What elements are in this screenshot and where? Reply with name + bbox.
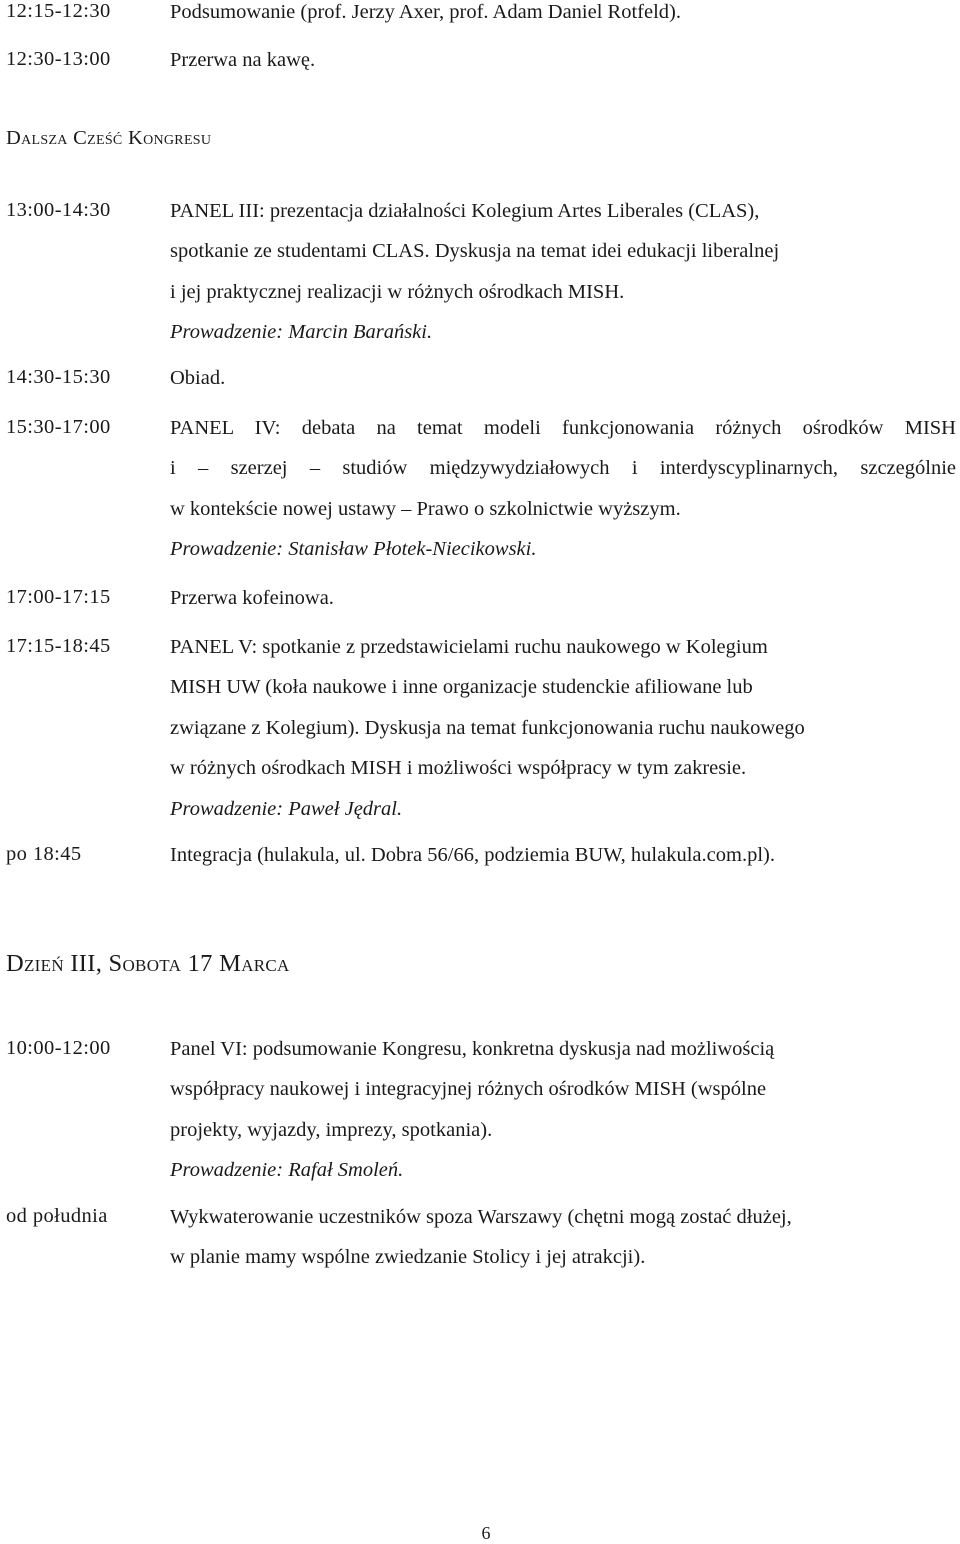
- schedule-description: [170, 1037, 960, 1199]
- description-line: Wykwaterowanie uczestników spoza Warszawy (chętni mogą zostać dłużej,: [170, 1206, 792, 1228]
- moderator-line: Prowadzenie: Paweł Jędral.: [170, 797, 403, 820]
- description-line: PANEL IV: debata na temat modeli funkcjonowania różnych ośrodków MISH: [170, 417, 956, 439]
- moderator-line: Prowadzenie: Stanisław Płotek-Niecikowski.: [170, 538, 537, 561]
- section-heading: Dalsza Cześć Kongresu: [6, 127, 212, 149]
- description-line: związane z Kolegium). Dyskusja na temat funkcjonowania ruchu naukowego: [170, 716, 805, 739]
- description-line: Panel VI: podsumowanie Kongresu, konkretna dyskusja nad możliwością: [170, 1038, 775, 1060]
- description-line: Obiad.: [170, 367, 226, 389]
- schedule-description: [170, 0, 960, 40]
- schedule-time: 10:00-12:00: [6, 1037, 111, 1059]
- schedule-time: 12:30-13:00: [6, 48, 111, 70]
- description-line: i jej praktycznej realizacji w różnych ośrodkach MISH.: [170, 280, 625, 303]
- description-line: w kontekście nowej ustawy – Prawo o szkolnictwie wyższym.: [170, 497, 681, 520]
- schedule-time: 17:15-18:45: [6, 635, 111, 657]
- schedule-time: 14:30-15:30: [6, 366, 111, 388]
- schedule-description: [170, 1205, 960, 1286]
- schedule-time: 17:00-17:15: [6, 586, 111, 608]
- schedule-description: [170, 586, 960, 626]
- schedule-description: [170, 635, 960, 837]
- schedule-description: [170, 48, 960, 88]
- schedule-description: [170, 843, 960, 883]
- schedule-description: [170, 199, 960, 361]
- description-line: Przerwa na kawę.: [170, 49, 316, 71]
- description-line: współpracy naukowej i integracyjnej różnych ośrodków MISH (wspólne: [170, 1078, 767, 1101]
- description-line: w różnych ośrodkach MISH i możliwości współpracy w tym zakresie.: [170, 757, 747, 780]
- description-line: w planie mamy wspólne zwiedzanie Stolicy i jej atrakcji).: [170, 1246, 646, 1269]
- moderator-line: Prowadzenie: Marcin Barański.: [170, 321, 433, 344]
- description-line: Przerwa kofeinowa.: [170, 587, 334, 609]
- schedule-description: [170, 416, 960, 578]
- moderator-line: Prowadzenie: Rafał Smoleń.: [170, 1159, 404, 1182]
- schedule-description: [170, 366, 960, 406]
- description-line: Integracja (hulakula, ul. Dobra 56/66, podziemia BUW, hulakula.com.pl).: [170, 844, 775, 866]
- schedule-time: 12:15-12:30: [6, 0, 111, 22]
- description-line: i – szerzej – studiów międzywydziałowych i interdyscyplinarnych, szczególnie: [170, 457, 956, 480]
- description-line: spotkanie ze studentami CLAS. Dyskusja na temat idei edukacji liberalnej: [170, 240, 780, 263]
- schedule-time: po 18:45: [6, 843, 82, 865]
- description-line: MISH UW (koła naukowe i inne organizacje studenckie afiliowane lub: [170, 676, 753, 699]
- schedule-time: od południa: [6, 1205, 108, 1227]
- page-number: 6: [481, 1523, 491, 1543]
- day-heading: Dzień III, Sobota 17 Marca: [6, 950, 290, 977]
- schedule-time: 13:00-14:30: [6, 199, 111, 221]
- description-line: PANEL V: spotkanie z przedstawicielami ruchu naukowego w Kolegium: [170, 636, 768, 658]
- schedule-time: 15:30-17:00: [6, 416, 111, 438]
- description-line: Podsumowanie (prof. Jerzy Axer, prof. Adam Daniel Rotfeld).: [170, 1, 681, 23]
- description-line: PANEL III: prezentacja działalności Kolegium Artes Liberales (CLAS),: [170, 200, 760, 222]
- description-line: projekty, wyjazdy, imprezy, spotkania).: [170, 1118, 493, 1141]
